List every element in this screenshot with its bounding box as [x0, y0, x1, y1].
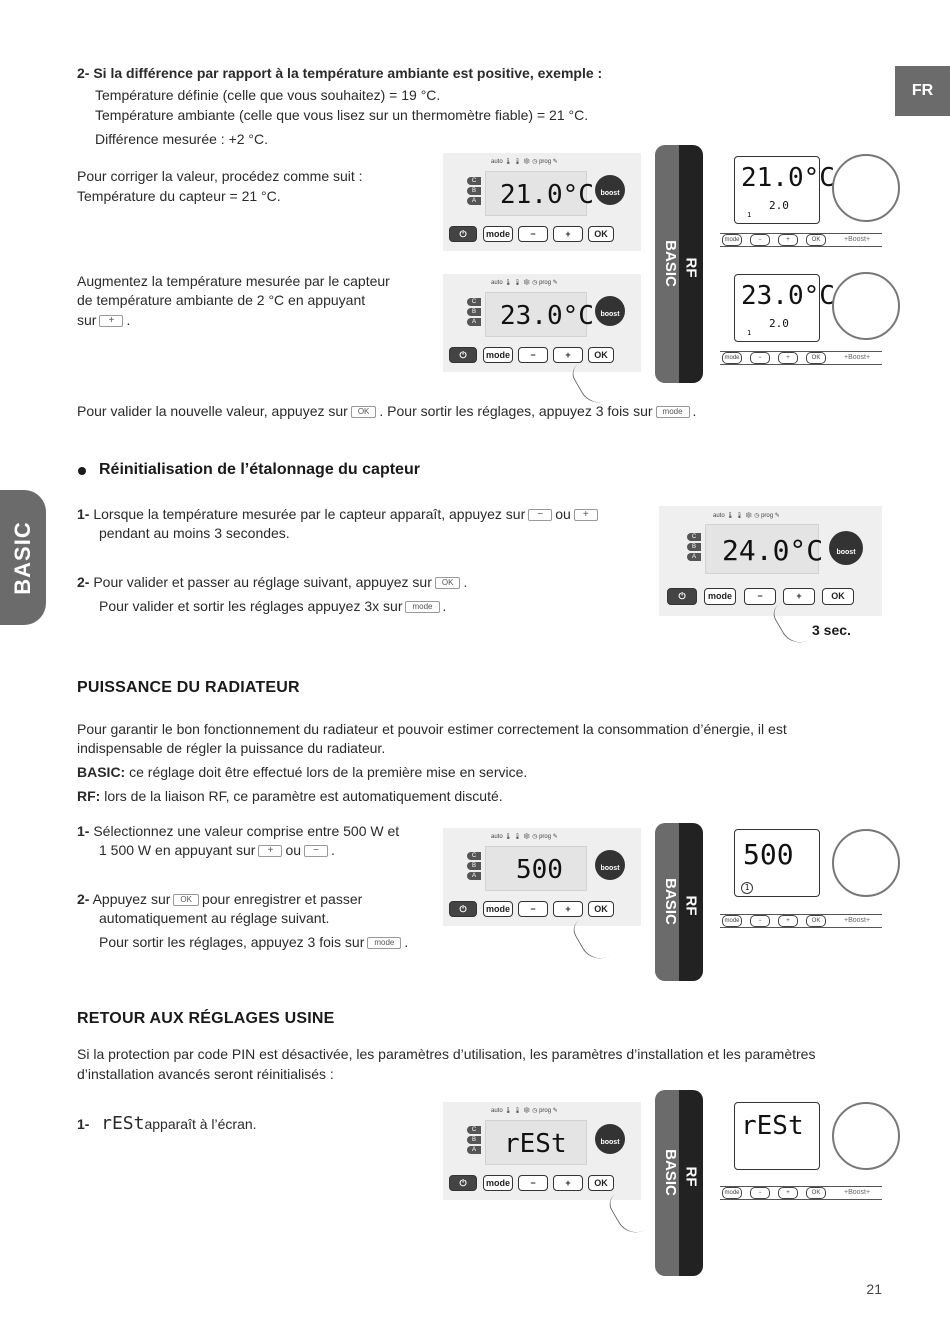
mode-key-inline: mode — [656, 406, 690, 418]
rf-minus-button[interactable]: − — [750, 234, 770, 246]
bullet-icon — [78, 467, 86, 475]
rf-ok-button[interactable]: OK — [806, 1187, 826, 1199]
basic-rf-bar-2 — [655, 823, 703, 981]
rf-lcd-small: 1 — [747, 329, 752, 337]
lcd-value: 23.0°C — [500, 301, 594, 331]
step2-dot2: . — [442, 598, 447, 614]
bar-rf-label: RF — [682, 895, 700, 916]
preset-indicator — [467, 1126, 481, 1156]
rf-mode-button[interactable]: mode — [722, 1187, 742, 1199]
step2-text-b: pour enregistrer et passer — [201, 891, 363, 907]
preset-c: C — [467, 852, 481, 860]
power-button[interactable]: ⏻ — [449, 347, 477, 363]
mode-button[interactable]: mode — [483, 226, 513, 242]
hold-duration-label: 3 sec. — [812, 622, 851, 638]
rf-lcd — [734, 1102, 820, 1170]
minus-button[interactable]: − — [518, 347, 548, 363]
step1-ou: ou — [285, 842, 302, 858]
preset-b: B — [687, 543, 701, 551]
rf-panel-2 — [720, 268, 882, 378]
step2-text-d: Pour sortir les réglages, appuyez 3 fois sur — [99, 934, 365, 950]
panel-icon-row: auto 🌡 🌡 ❄ ◷ prog ✎ — [491, 1108, 558, 1114]
lcd-value: 24.0°C — [722, 534, 824, 567]
lcd-display — [705, 524, 824, 574]
panel-icon-row: auto 🌡 🌡 ❄ ◷ prog ✎ — [491, 834, 558, 840]
rf-minus-button[interactable]: − — [750, 352, 770, 364]
basic-rf-bar-1 — [655, 145, 703, 383]
power-button[interactable]: ⏻ — [449, 1175, 477, 1191]
preset-indicator — [687, 533, 701, 563]
step-number: 2- — [77, 574, 90, 590]
rf-lcd-value: 21.0°C — [741, 163, 835, 193]
basic-note-text: ce réglage doit être effectué lors de la première mise en service. — [129, 764, 528, 780]
ok-button[interactable]: OK — [822, 588, 854, 605]
rf-panel-4 — [720, 1098, 882, 1208]
rf-lcd-subvalue: 2.0 — [769, 317, 789, 330]
bar-basic-label: BASIC — [661, 240, 679, 287]
page-number: 21 — [866, 1281, 882, 1297]
section1-line-1: Température définie (celle que vous souhaitez) = 19 °C. — [95, 87, 441, 103]
control-panel-4 — [443, 828, 641, 926]
increase-text-3-label: sur — [77, 312, 97, 328]
mode-key-inline: mode — [367, 937, 401, 949]
preset-c: C — [687, 533, 701, 541]
rf-boost-label: +Boost+ — [844, 917, 871, 924]
plus-button[interactable]: + — [553, 901, 583, 917]
plus-key-inline: + — [258, 845, 282, 857]
rf-button-bar — [720, 233, 882, 247]
rf-boost-label: +Boost+ — [844, 354, 871, 361]
step1-dot: . — [331, 842, 335, 858]
preset-indicator — [467, 177, 481, 207]
mode-key-inline: mode — [405, 601, 439, 613]
rf-lcd-value: 23.0°C — [741, 281, 835, 311]
bar-basic-label: BASIC — [661, 878, 679, 925]
rf-dial[interactable] — [832, 154, 900, 222]
step-number: 1- — [77, 1116, 90, 1132]
section3-title: PUISSANCE DU RADIATEUR — [77, 679, 300, 696]
rf-button-bar — [720, 1186, 882, 1200]
minus-key-inline: − — [304, 845, 328, 857]
power-button[interactable]: ⏻ — [449, 901, 477, 917]
minus-button[interactable]: − — [518, 226, 548, 242]
rf-minus-button[interactable]: − — [750, 1187, 770, 1199]
reset-code: rESt — [101, 1113, 145, 1134]
panel-icon-row: auto 🌡 🌡 ❄ ◷ prog ✎ — [491, 159, 558, 165]
preset-indicator — [467, 298, 481, 328]
rf-mode-button[interactable]: mode — [722, 352, 742, 364]
lcd-display — [485, 1120, 587, 1165]
control-panel-2 — [443, 274, 641, 372]
step1-text-a: Lorsque la température mesurée par le capteur apparaît, appuyez sur — [93, 506, 526, 522]
increase-text-3: sur + . — [77, 312, 131, 328]
lcd-value: rESt — [504, 1129, 567, 1159]
boost-button[interactable]: boost — [595, 850, 625, 880]
mode-button[interactable]: mode — [483, 347, 513, 363]
minus-key-inline: − — [528, 509, 552, 521]
mode-button[interactable]: mode — [483, 901, 513, 917]
preset-c: C — [467, 1126, 481, 1134]
ok-key-inline: OK — [173, 894, 199, 906]
section3-step2 — [77, 889, 362, 909]
section2-step2 — [77, 572, 467, 592]
plus-key-inline: + — [574, 509, 598, 521]
boost-button[interactable]: boost — [595, 175, 625, 205]
section3-intro-2: indispensable de régler la puissance du radiateur. — [77, 740, 386, 756]
mode-button[interactable]: mode — [483, 1175, 513, 1191]
step1-text-b: 1 500 W en appuyant sur — [99, 842, 256, 858]
step1-text: apparaît à l’écran. — [144, 1116, 257, 1132]
preset-b: B — [467, 1136, 481, 1144]
step-number: 1- — [77, 506, 90, 522]
section2-step2-b — [99, 596, 446, 616]
preset-b: B — [467, 187, 481, 195]
plus-button[interactable]: + — [553, 1175, 583, 1191]
validate-line-b: . Pour sortir les réglages, appuyez 3 fois sur — [379, 403, 653, 419]
rf-lcd — [734, 829, 820, 897]
power-button[interactable]: ⏻ — [449, 226, 477, 242]
minus-button[interactable]: − — [744, 588, 776, 605]
lcd-value: 21.0°C — [500, 180, 594, 210]
rf-lcd-subvalue: 2.0 — [769, 199, 789, 212]
preset-a: A — [687, 553, 701, 561]
power-button[interactable]: ⏻ — [667, 588, 697, 605]
section-side-tab-label: BASIC — [10, 520, 35, 595]
section3-intro-1: Pour garantir le bon fonctionnement du radiateur et pouvoir estimer correctement la consommation d’énergie, il est — [77, 721, 787, 737]
rf-lcd-small: 1 — [747, 211, 752, 219]
rf-lcd — [734, 156, 835, 224]
panel-icon-row: auto 🌡 🌡 ❄ ◷ prog ✎ — [713, 513, 780, 519]
preset-a: A — [467, 872, 481, 880]
preset-a: A — [467, 318, 481, 326]
boost-button[interactable]: boost — [595, 296, 625, 326]
section4-intro-2: d’installation avancés seront réinitialisés : — [77, 1066, 334, 1082]
boost-button[interactable]: boost — [595, 1124, 625, 1154]
validate-line-c: . — [692, 403, 697, 419]
section3-step2-c: automatiquement au réglage suivant. — [99, 910, 330, 926]
correct-intro: Pour corriger la valeur, procédez comme suit : — [77, 168, 363, 184]
ok-button[interactable]: OK — [588, 901, 614, 917]
rf-mode-button[interactable]: mode — [722, 915, 742, 927]
rf-button-bar — [720, 351, 882, 365]
basic-rf-bar-3 — [655, 1090, 703, 1276]
step2-dot: . — [404, 934, 409, 950]
rf-ok-button[interactable]: OK — [806, 234, 826, 246]
step-number: 2- — [77, 891, 90, 907]
ok-key-inline: OK — [351, 406, 377, 418]
rf-panel-3 — [720, 825, 882, 935]
preset-c: C — [467, 298, 481, 306]
rf-panel-1 — [720, 150, 882, 260]
lcd-display — [485, 846, 587, 891]
preset-a: A — [467, 197, 481, 205]
section2-step1-b: pendant au moins 3 secondes. — [99, 525, 290, 541]
ok-key-inline: OK — [435, 577, 461, 589]
section1-line-3: Différence mesurée : +2 °C. — [95, 131, 269, 147]
rf-minus-button[interactable]: − — [750, 915, 770, 927]
ok-button[interactable]: OK — [588, 1175, 614, 1191]
control-panel-1 — [443, 153, 641, 251]
pointing-hand-icon — [605, 1186, 651, 1239]
increase-text-2: de température ambiante de 2 °C en appuyant — [77, 292, 366, 308]
rf-lcd-subvalue: 1 — [741, 882, 753, 894]
lcd-display — [485, 292, 594, 337]
preset-a: A — [467, 1146, 481, 1154]
panel-icon-row: auto 🌡 🌡 ❄ ◷ prog ✎ — [491, 280, 558, 286]
pointing-hand-icon — [569, 912, 615, 965]
rf-dial[interactable] — [832, 829, 900, 897]
section1-line-2: Température ambiante (celle que vous lisez sur un thermomètre fiable) = 21 °C. — [95, 107, 589, 123]
language-tab-label: FR — [911, 82, 934, 99]
language-tab — [895, 66, 950, 116]
rf-ok-button[interactable]: OK — [806, 352, 826, 364]
rf-boost-label: +Boost+ — [844, 1189, 871, 1196]
plus-button[interactable]: + — [553, 347, 583, 363]
step2-text-a: Appuyez sur — [92, 891, 171, 907]
step2-text-a: Pour valider et passer au réglage suivant, appuyez sur — [93, 574, 432, 590]
section3-step2-d — [99, 932, 408, 952]
basic-note-label: BASIC: — [77, 764, 126, 780]
rf-lcd-value: rESt — [741, 1111, 804, 1141]
step1-text-a: Sélectionnez une valeur comprise entre 500 W et — [93, 823, 400, 839]
rf-boost-label: +Boost+ — [844, 236, 871, 243]
plus-key-inline: + — [99, 315, 123, 327]
section4-title: RETOUR AUX RÉGLAGES USINE — [77, 1010, 335, 1027]
minus-button[interactable]: − — [518, 901, 548, 917]
section2-step1 — [77, 504, 601, 524]
preset-b: B — [467, 862, 481, 870]
rf-lcd — [734, 274, 835, 342]
lcd-value: 500 — [516, 855, 563, 885]
sensor-temp: Température du capteur = 21 °C. — [77, 188, 281, 204]
plus-button[interactable]: + — [783, 588, 815, 605]
step2-dot: . — [463, 574, 468, 590]
rf-mode-button[interactable]: mode — [722, 234, 742, 246]
section3-basic-note — [77, 762, 527, 782]
rf-dial[interactable] — [832, 272, 900, 340]
section3-step1-b — [99, 840, 335, 860]
section4-step1 — [77, 1114, 257, 1134]
minus-button[interactable]: − — [518, 1175, 548, 1191]
section-side-tab — [0, 490, 46, 625]
bar-rf-label: RF — [682, 257, 700, 278]
preset-c: C — [467, 177, 481, 185]
plus-button[interactable]: + — [553, 226, 583, 242]
section2-title: Réinitialisation de l’étalonnage du capteur — [99, 461, 420, 478]
rf-plus-button[interactable]: + — [778, 234, 798, 246]
section3-rf-note — [77, 786, 503, 806]
bar-basic-label: BASIC — [661, 1149, 679, 1196]
mode-button[interactable]: mode — [704, 588, 736, 605]
rf-button-bar — [720, 914, 882, 928]
validate-line — [77, 401, 696, 421]
lcd-display — [485, 171, 594, 216]
bar-rf-label: RF — [682, 1166, 700, 1187]
rf-plus-button[interactable]: + — [778, 915, 798, 927]
ok-button[interactable]: OK — [588, 347, 614, 363]
control-panel-3 — [659, 506, 882, 616]
rf-note-text: lors de la liaison RF, ce paramètre est automatiquement discuté. — [104, 788, 503, 804]
step-number: 1- — [77, 823, 90, 839]
step1-ou: ou — [555, 506, 571, 522]
rf-lcd-value: 500 — [743, 838, 794, 871]
rf-dial[interactable] — [832, 1102, 900, 1170]
section4-intro-1: Si la protection par code PIN est désactivée, les paramètres d’utilisation, les paramètres d’installation et les paramètres — [77, 1046, 816, 1062]
preset-indicator — [467, 852, 481, 882]
ok-button[interactable]: OK — [588, 226, 614, 242]
section3-step1 — [77, 821, 399, 841]
boost-button[interactable]: boost — [829, 531, 863, 565]
control-panel-5 — [443, 1102, 641, 1200]
rf-ok-button[interactable]: OK — [806, 915, 826, 927]
validate-line-a: Pour valider la nouvelle valeur, appuyez sur — [77, 403, 348, 419]
rf-plus-button[interactable]: + — [778, 1187, 798, 1199]
step2-text-b: Pour valider et sortir les réglages appuyez 3x sur — [99, 598, 403, 614]
rf-note-label: RF: — [77, 788, 101, 804]
rf-plus-button[interactable]: + — [778, 352, 798, 364]
preset-b: B — [467, 308, 481, 316]
section1-heading: 2- Si la différence par rapport à la température ambiante est positive, exemple : — [77, 65, 603, 81]
increase-text-1: Augmentez la température mesurée par le capteur — [77, 273, 390, 289]
